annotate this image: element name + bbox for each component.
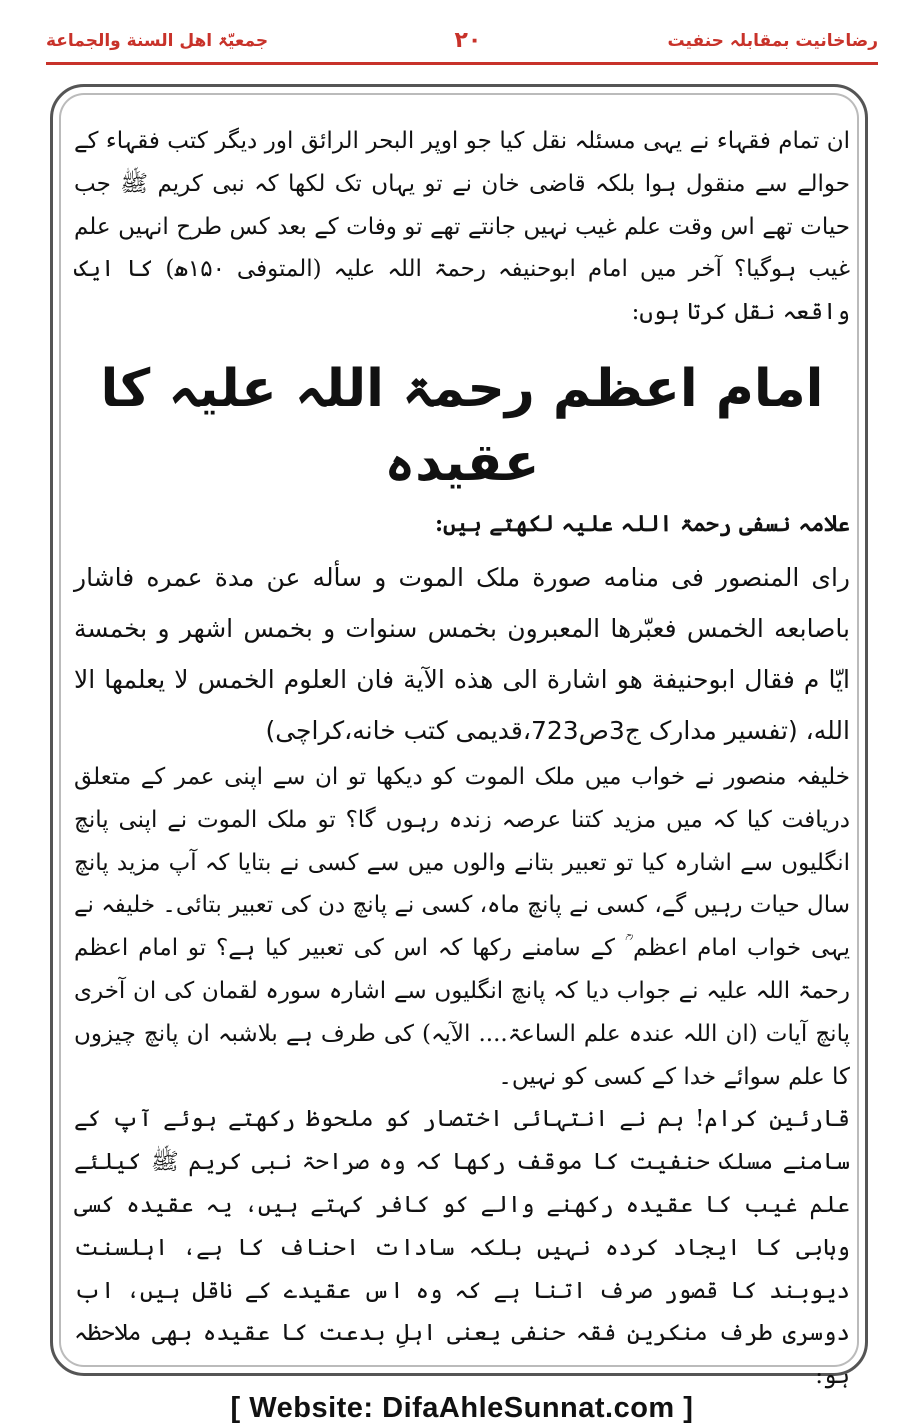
website-footer: [ Website: DifaAhleSunnat.com ] bbox=[230, 1392, 694, 1424]
page-number: ۲۰ bbox=[454, 27, 482, 53]
quote-intro: علامہ نسفی رحمۃ اللہ علیہ لکھتے ہیں: bbox=[434, 510, 850, 537]
header-left-title: جمعیّۃ اهل السنة والجماعة bbox=[46, 30, 269, 51]
page-header bbox=[46, 18, 878, 65]
paragraph-translation: خلیفہ منصور نے خواب میں ملک الموت کو دیکھا تو ان سے اپنی عمر کے متعلق دریافت کیا کہ میں مزید کتنا عرصہ زندہ رہوں گا؟ تو ملک الموت نے اپنی پانچ انگلیوں سے اشارہ کیا تو تعبیر بتانے والوں میں سے کسی نے بتایا کہ آپ مزید پانچ سال حیات رہیں گے، کسی نے پانچ ماہ، کسی نے پانچ دن کی تعبیر بتائی۔ خلیفہ نے یہی خواب امام اعظم ؒ کے سامنے رکھا کہ اس کی تعبیر کیا ہے؟ تو امام اعظم رحمۃ اللہ علیہ نے جواب دیا کہ پانچ انگلیوں سے اشارہ سورہ لقمان کی ان آخری پانچ آیات (ان اللہ عندہ علم الساعۃ.... الآیہ) کی طرف ہے بلاشبہ ان پانچ چیزوں کا علم سوائے خدا کے کسی کو نہیں۔ bbox=[74, 763, 850, 1090]
section-title: امام اعظم رحمۃ اللہ علیہ کا عقیدہ bbox=[100, 358, 824, 493]
paragraph-conclusion: قارئین کرام! ہم نے انتہائی اختصار کو ملحوظ رکھتے ہوئے آپ کے سامنے مسلک حنفیت کا موقف رکھا کہ وہ صراحۃ نبی کریم ﷺ کیلئے علم غیب کا عقیدہ رکھنے والے کو کافر کہتے ہیں، یہ عقیدہ کسی وہابی کا ایجاد کردہ نہیں بلکہ سادات احناف کا ہے، اہلسنت دیوبند کا قصور صرف اتنا ہے کہ وہ اس عقیدے کے ناقل ہیں، اب دوسری طرف منکرین فقہ حنفی یعنی اہلِ بدعت کا عقیدہ بھی ملاحظہ ہو: bbox=[74, 1106, 850, 1390]
paragraph-intro: ان تمام فقہاء نے یہی مسئلہ نقل کیا جو اوپر البحر الرائق اور دیگر کتب فقہاء کے حوالے سے منقول ہوا بلکہ قاضی خان نے تو یہاں تک لکھا کہ نبی کریم ﷺ جب حیات تھے اس وقت علم غیب نہیں جانتے تھے تو وفات کے بعد کس طرح انہیں علم غیب ہوگیا؟ آخر میں امام ابوحنیفہ رحمۃ اللہ علیہ (المتوفی ۱۵۰ھ) کا ایک واقعہ نقل کرتا ہوں: bbox=[74, 128, 850, 326]
header-right-title: رضاخانیت بمقابلہ حنفیت bbox=[667, 30, 878, 51]
arabic-quote: رای المنصور فی منامه صورة ملک الموت و سأله عن مدة عمره فاشار باصابعه الخمس فعبّرها المعبرون بخمس سنوات و بخمس اشهر و بخمسة ايّا م فقال ابوحنيفة هو اشارة الى هذه الآية فان العلوم الخمس لا يعلمها الا الله، (تفسير مدارک ج3ص723،قديمی کتب خانه،کراچی) bbox=[74, 562, 850, 745]
page-body bbox=[74, 120, 850, 1398]
